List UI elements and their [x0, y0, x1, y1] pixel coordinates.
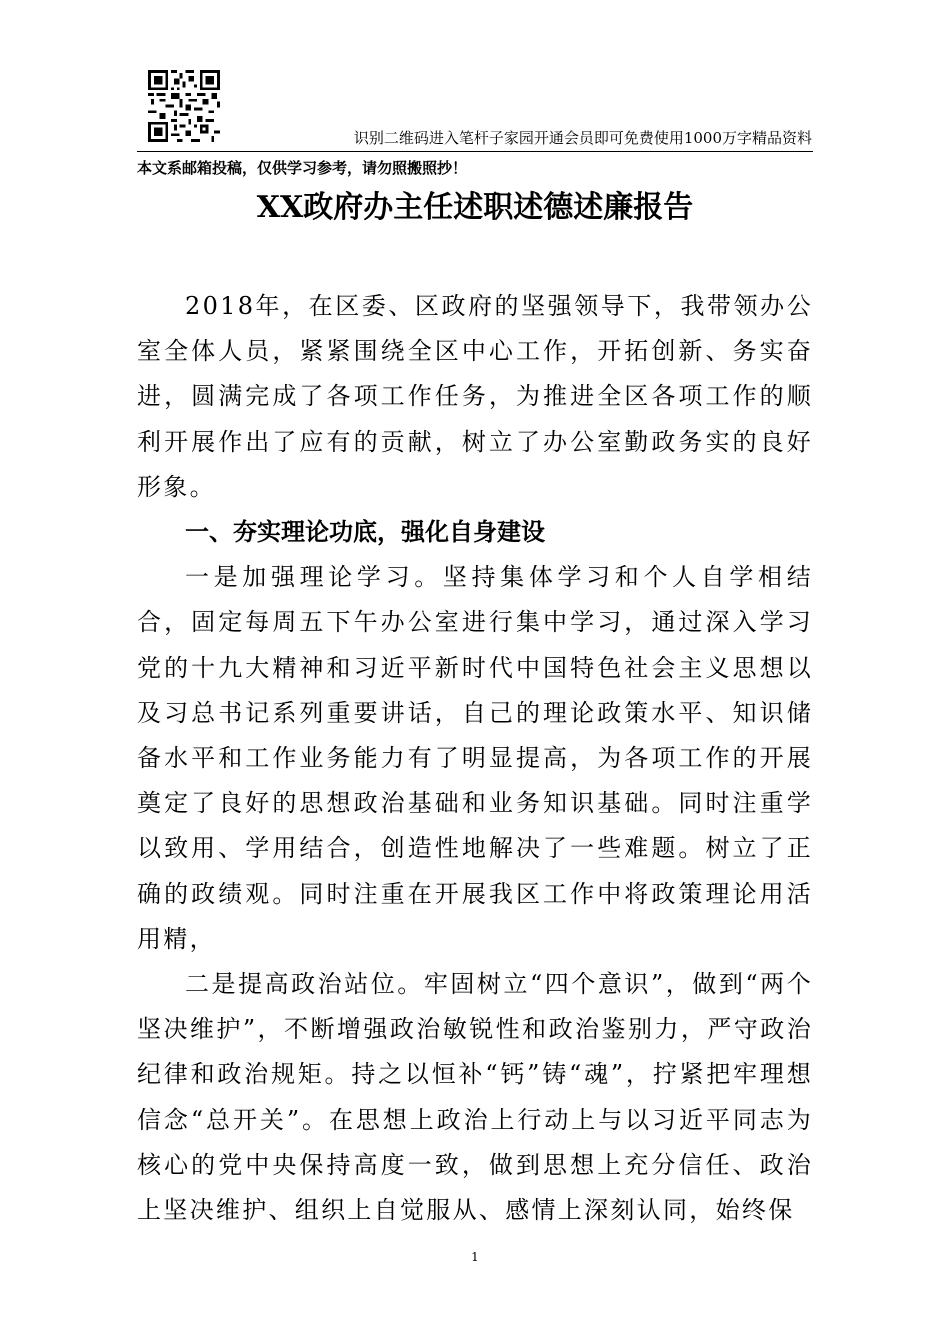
header-promo-text: 识别二维码进入笔杆子家园开通会员即可免费使用1000万字精品资料 — [353, 129, 812, 147]
qr-code-icon — [147, 70, 221, 142]
paragraph-political-stance — [137, 962, 813, 1233]
paragraph-lead: 二是提高政治站位。 — [185, 970, 424, 999]
document-title: XX政府办主任述职述德述廉报告 — [256, 190, 694, 225]
paragraph-theory-study — [137, 555, 813, 962]
paragraph-intro: 2018年，在区委、区政府的坚强领导下，我带领办公室全体人员，紧紧围绕全区中心工作，开拓创新、务实奋进，圆满完成了各项工作任务，为推进全区各项工作的顺利开展作出了应有的贡献，树立了办公室勤政务实的良好形象。 — [137, 292, 813, 501]
document-body — [137, 284, 813, 1233]
paragraph-lead: 一是加强理论学习。 — [185, 563, 443, 592]
disclaimer-text: 本文系邮箱投稿，仅供学习参考，请勿照搬照抄！ — [137, 159, 468, 177]
paragraph-text: 牢固树立“四个意识”，做到“两个坚决维护”，不断增强政治敏锐性和政治鉴别力，严守政治纪律和政治规矩。持之以恒补“钙”铸“魂”，拧紧把牢理想信念“总开关”。在思想上政治上行动上与以习近平同志为核心的党中央保持高度一致，做到思想上充分信任、政治上坚决维护、组织上自觉服从、感情上深刻认同，始终保 — [137, 970, 814, 1225]
header-divider — [137, 151, 813, 152]
paragraph-text: 坚持集体学习和个人自学相结合，固定每周五下午办公室进行集中学习，通过深入学习党的十九大精神和习近平新时代中国特色社会主义思想以及习总书记系列重要讲话，自己的理论政策水平、知识储备水平和工作业务能力有了明显提高，为各项工作的开展奠定了良好的思想政治基础和业务知识基础。同时注重学以致用、学用结合，创造性地解决了一些难题。树立了正确的政绩观。同时注重在开展我区工作中将政策理论用活用精， — [137, 563, 813, 953]
page-number: 1 — [471, 1250, 479, 1264]
section-heading-1: 一、夯实理论功底，强化自身建设 — [185, 518, 545, 547]
